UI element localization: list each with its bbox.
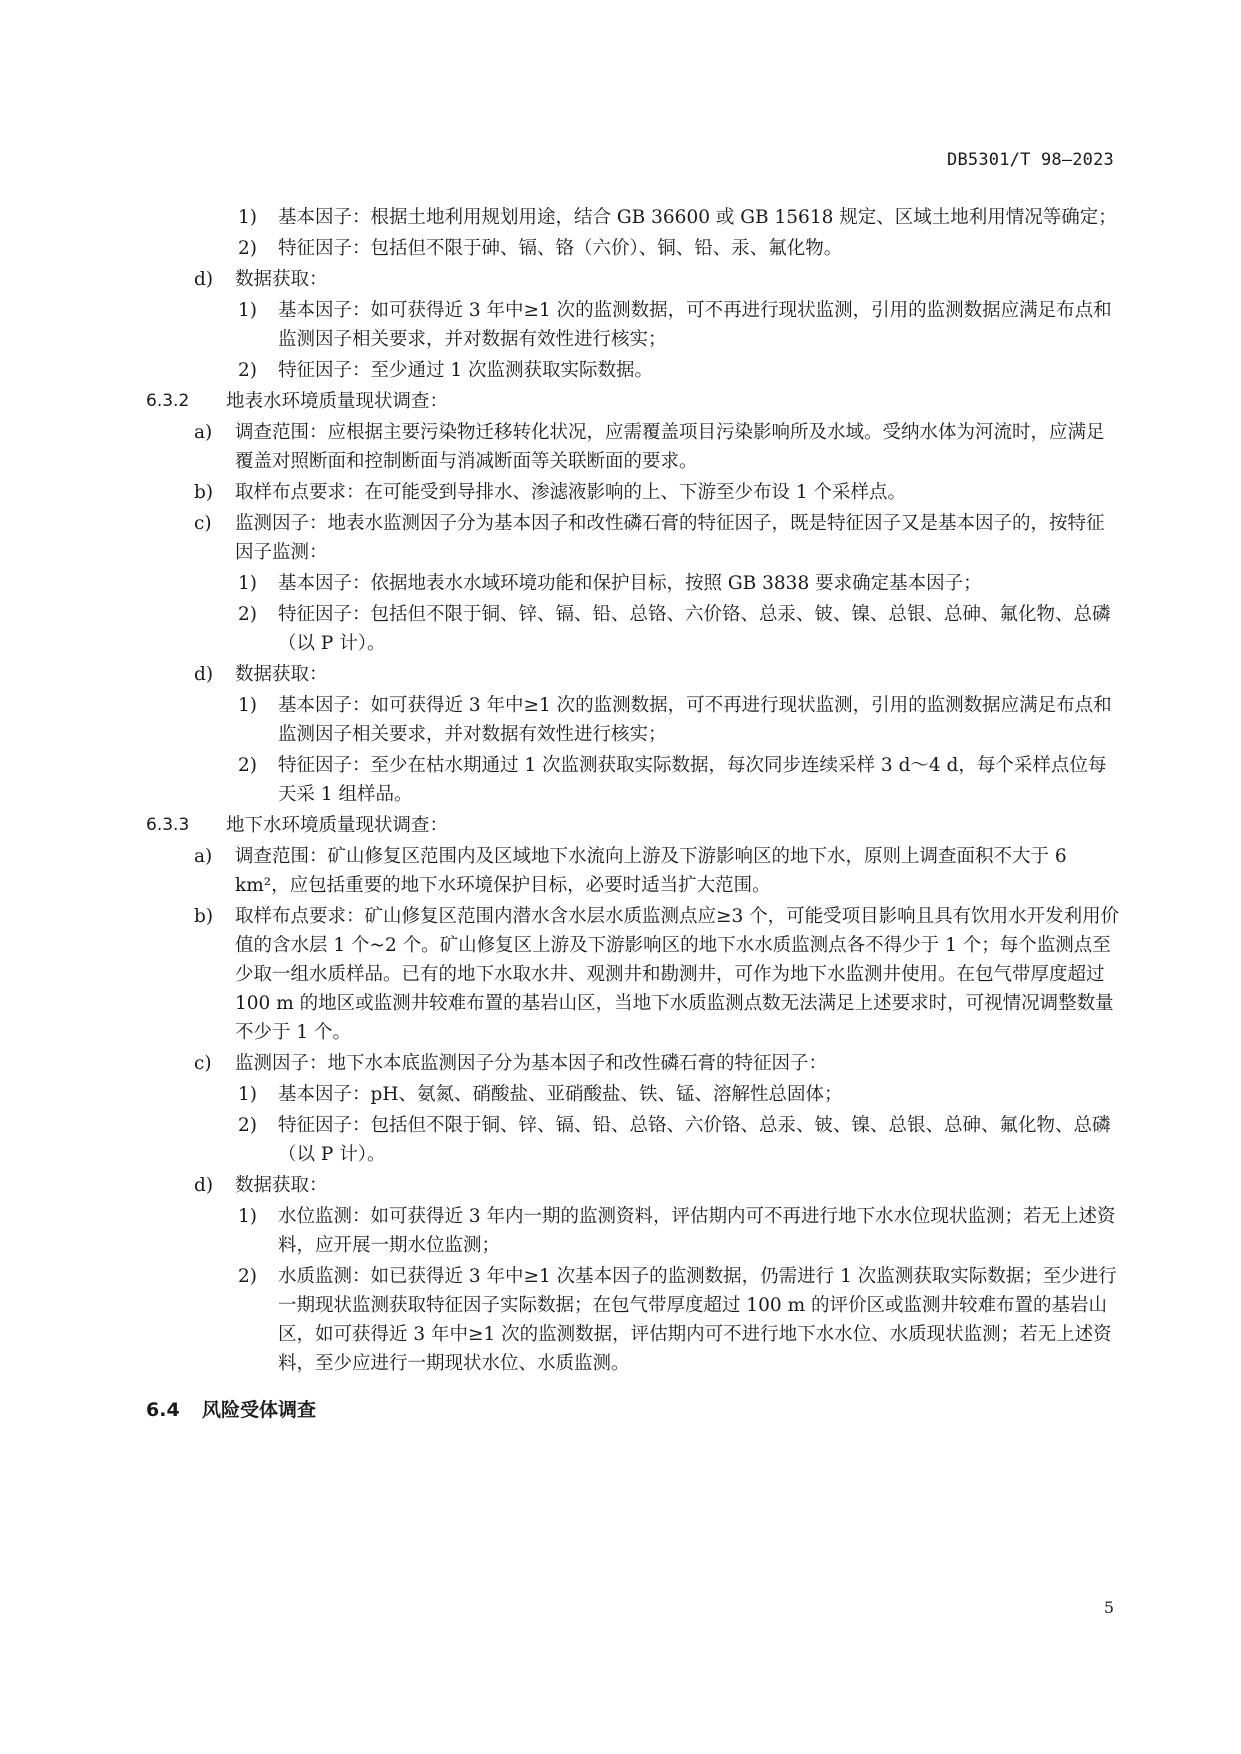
list-item	[146, 660, 1121, 689]
document-code: DB5301/T 98—2023	[947, 150, 1114, 170]
item-text: 监测因子：地下水本底监测因子分为基本因子和改性磷石膏的特征因子：	[235, 1053, 828, 1074]
item-text: 地下水环境质量现状调查：	[226, 815, 449, 836]
list-item	[146, 902, 1121, 1047]
list-item	[146, 569, 1121, 598]
item-number: 6.4	[146, 1399, 180, 1421]
item-text: 基本因子：依据地表水水域环境功能和保护目标，按照 GB 3838 要求确定基本因子；	[278, 573, 982, 594]
item-text: 取样布点要求：矿山修复区范围内潜水含水层水质监测点应≥3 个，可能受项目影响且具有饮用水开发利用价值的含水层 1 个~2 个。矿山修复区上游及下游影响区的地下水水质监测点各不得少于 1 个；每个监测点至少取一组水质样品。已有的地下水取水井、观测井和勘测井，可作为地下水监测井使用。在包气带厚度超过 100 m 的地区或监测井较难布置的基岩山区，当地下水质监测点数无法满足上述要求时，可视情况调整数量不少于 1 个。	[235, 906, 1120, 1043]
item-number: d)	[194, 1175, 214, 1196]
item-text: 特征因子：至少在枯水期通过 1 次监测获取实际数据，每次同步连续采样 3 d～4 d，每个采样点位每天采 1 组样品。	[278, 755, 1107, 805]
list-item	[146, 1262, 1121, 1378]
item-number: a)	[194, 422, 213, 443]
list-item	[146, 1049, 1121, 1078]
list-item	[146, 691, 1121, 749]
item-number: a)	[194, 846, 213, 867]
page-number: 5	[1103, 1598, 1114, 1617]
item-text: 特征因子：包括但不限于铜、锌、镉、铅、总铬、六价铬、总汞、铍、镍、总银、总砷、氟化物、总磷（以 P 计）。	[278, 604, 1111, 654]
item-text: 监测因子：地表水监测因子分为基本因子和改性磷石膏的特征因子，既是特征因子又是基本因子的，按特征因子监测：	[235, 513, 1105, 563]
item-number: 1)	[238, 573, 257, 594]
item-text: 水质监测：如已获得近 3 年中≥1 次基本因子的监测数据，仍需进行 1 次监测获取实际数据；至少进行一期现状监测获取特征因子实际数据；在包气带厚度超过 100 m 的评价区或监测井较难布置的基岩山区，如可获得近 3 年中≥1 次的监测数据，评估期内可不进行地下水水位、水质现状监测；若无上述资料，至少应进行一期现状水位、水质监测。	[278, 1266, 1117, 1374]
list-item	[146, 478, 1121, 507]
section-heading	[146, 1396, 1121, 1425]
item-number: 2)	[238, 1115, 257, 1136]
item-number: c)	[194, 513, 212, 534]
item-text: 数据获取：	[235, 269, 328, 290]
item-text: 基本因子：如可获得近 3 年中≥1 次的监测数据，可不再进行现状监测，引用的监测数据应满足布点和监测因子相关要求，并对数据有效性进行核实；	[278, 695, 1112, 745]
item-number: 2)	[238, 755, 257, 776]
item-number: 2)	[238, 360, 257, 381]
document-body	[146, 203, 1121, 1427]
section-clause	[146, 811, 1121, 840]
list-item	[146, 1080, 1121, 1109]
item-number: 2)	[238, 238, 257, 259]
item-number: b)	[194, 906, 214, 927]
list-item	[146, 234, 1121, 263]
item-text: 数据获取：	[235, 664, 328, 685]
item-text: 取样布点要求：在可能受到导排水、渗滤液影响的上、下游至少布设 1 个采样点。	[235, 482, 907, 503]
list-item	[146, 1111, 1121, 1169]
list-item	[146, 751, 1121, 809]
list-item	[146, 1171, 1121, 1200]
item-text: 地表水环境质量现状调查：	[226, 391, 449, 412]
item-text: 水位监测：如可获得近 3 年内一期的监测资料，评估期内可不再进行地下水水位现状监测；若无上述资料，应开展一期水位监测；	[278, 1206, 1116, 1256]
item-text: 特征因子：至少通过 1 次监测获取实际数据。	[278, 360, 654, 381]
item-number: 2)	[238, 1266, 257, 1287]
item-number: d)	[194, 664, 214, 685]
list-item	[146, 600, 1121, 658]
list-item	[146, 265, 1121, 294]
item-text: 风险受体调查	[202, 1399, 317, 1421]
list-item	[146, 509, 1121, 567]
list-item	[146, 296, 1121, 354]
item-number: 6.3.2	[146, 391, 190, 411]
item-number: 6.3.3	[146, 815, 190, 835]
list-item	[146, 1202, 1121, 1260]
item-number: 1)	[238, 1206, 257, 1227]
list-item	[146, 203, 1121, 232]
list-item	[146, 418, 1121, 476]
section-clause	[146, 387, 1121, 416]
item-number: d)	[194, 269, 214, 290]
item-number: b)	[194, 482, 214, 503]
list-item	[146, 842, 1121, 900]
item-number: c)	[194, 1053, 212, 1074]
item-text: 特征因子：包括但不限于砷、镉、铬（六价）、铜、铅、汞、氟化物。	[278, 238, 843, 259]
item-number: 2)	[238, 604, 257, 625]
item-text: 调查范围：应根据主要污染物迁移转化状况，应需覆盖项目污染影响所及水域。受纳水体为河流时，应满足覆盖对照断面和控制断面与消减断面等关联断面的要求。	[235, 422, 1105, 472]
item-number: 1)	[238, 695, 257, 716]
item-number: 1)	[238, 300, 257, 321]
item-text: 特征因子：包括但不限于铜、锌、镉、铅、总铬、六价铬、总汞、铍、镍、总银、总砷、氟化物、总磷（以 P 计）。	[278, 1115, 1111, 1165]
item-text: 数据获取：	[235, 1175, 328, 1196]
item-text: 基本因子：根据土地利用规划用途，结合 GB 36600 或 GB 15618 规定、区域土地利用情况等确定；	[278, 207, 1117, 228]
item-text: 基本因子：如可获得近 3 年中≥1 次的监测数据，可不再进行现状监测，引用的监测数据应满足布点和监测因子相关要求，并对数据有效性进行核实；	[278, 300, 1112, 350]
list-item	[146, 356, 1121, 385]
item-number: 1)	[238, 207, 257, 228]
item-text: 基本因子：pH、氨氮、硝酸盐、亚硝酸盐、铁、锰、溶解性总固体；	[278, 1084, 843, 1105]
item-number: 1)	[238, 1084, 257, 1105]
item-text: 调查范围：矿山修复区范围内及区域地下水流向上游及下游影响区的地下水，原则上调查面积不大于 6 km²，应包括重要的地下水环境保护目标，必要时适当扩大范围。	[235, 846, 1067, 896]
